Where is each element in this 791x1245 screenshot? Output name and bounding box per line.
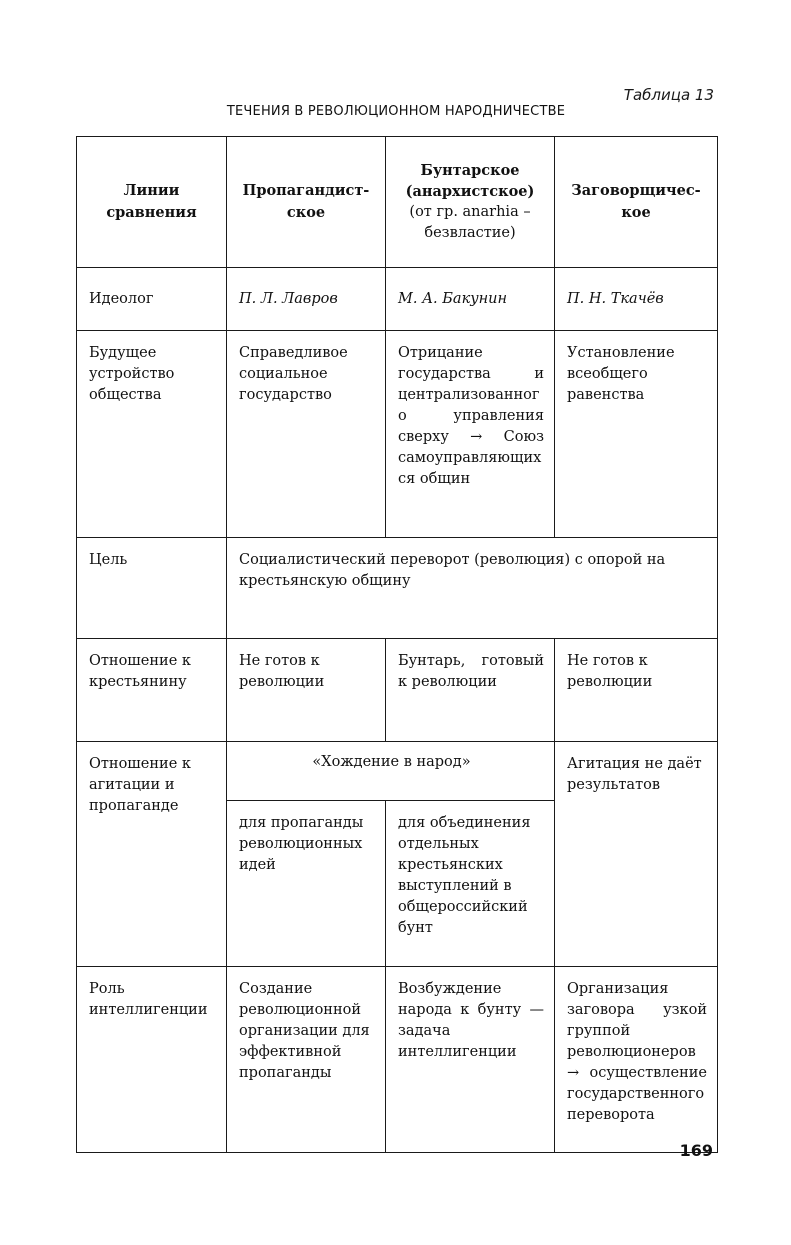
table-cell: Агитация не даёт результатов	[555, 742, 718, 967]
table-cell-merged: Социалистический переворот (революция) с опорой на крестьянскую общину	[227, 538, 718, 639]
table-row	[77, 967, 718, 1153]
table-cell-merged: «Хождение в народ»	[227, 742, 555, 801]
table-row	[77, 331, 718, 538]
header-cell-criteria	[77, 137, 227, 268]
table-cell: Создание революционной организации для эффективной пропаганды	[227, 967, 386, 1153]
table-cell: для объединения отдельных крестьянских выступлений в общероссийский бунт	[386, 801, 555, 967]
header-row	[77, 137, 718, 268]
header-text: Заговорщичес-кое	[571, 182, 701, 221]
row-label: Будущее устройство общества	[77, 331, 227, 538]
row-label: Цель	[77, 538, 227, 639]
row-label: Отношение к крестьянину	[77, 639, 227, 742]
header-text: Пропагандист-ское	[242, 182, 370, 221]
header-cell-propaganda	[227, 137, 386, 268]
table-cell: Установление всеобщего равенства	[555, 331, 718, 538]
row-label: Роль интеллигенции	[77, 967, 227, 1153]
table-label: Таблица 13	[623, 86, 714, 104]
table-cell: М. А. Бакунин	[386, 268, 555, 331]
table-cell: для пропаганды революционных идей	[227, 801, 386, 967]
comparison-table	[76, 136, 718, 1153]
table-row	[77, 538, 718, 639]
table-cell: Возбуждение народа к бунту — задача интеллигенции	[386, 967, 555, 1153]
table-cell: Не готов к революции	[227, 639, 386, 742]
table-cell: П. Н. Ткачёв	[555, 268, 718, 331]
table-cell: Организация заговора узкой группой революционеров → осуществление государственного переворота	[555, 967, 718, 1153]
header-cell-conspiracy	[555, 137, 718, 268]
row-label: Идеолог	[77, 268, 227, 331]
table-row	[77, 742, 718, 801]
table-title: ТЕЧЕНИЯ В РЕВОЛЮЦИОННОМ НАРОДНИЧЕСТВЕ	[226, 104, 566, 119]
table-cell: Бунтарь, готовый к революции	[386, 639, 555, 742]
table-row	[77, 639, 718, 742]
table-cell: П. Л. Лавров	[227, 268, 386, 331]
header-note: (от гр. anarhia – безвластие)	[409, 204, 531, 241]
table-cell: Отрицание государства и централизованного управления сверху → Союз самоуправляющихся общин	[386, 331, 555, 538]
table-cell: Справедливое социальное государство	[227, 331, 386, 538]
page-number: 169	[679, 1141, 713, 1160]
table-row	[77, 268, 718, 331]
header-cell-rebel	[386, 137, 555, 268]
table-cell: Не готов к революции	[555, 639, 718, 742]
row-label: Отношение к агитации и пропаганде	[77, 742, 227, 967]
header-text: Линии сравнения	[106, 182, 197, 221]
header-text: Бунтарское (анархистское)	[405, 162, 535, 200]
